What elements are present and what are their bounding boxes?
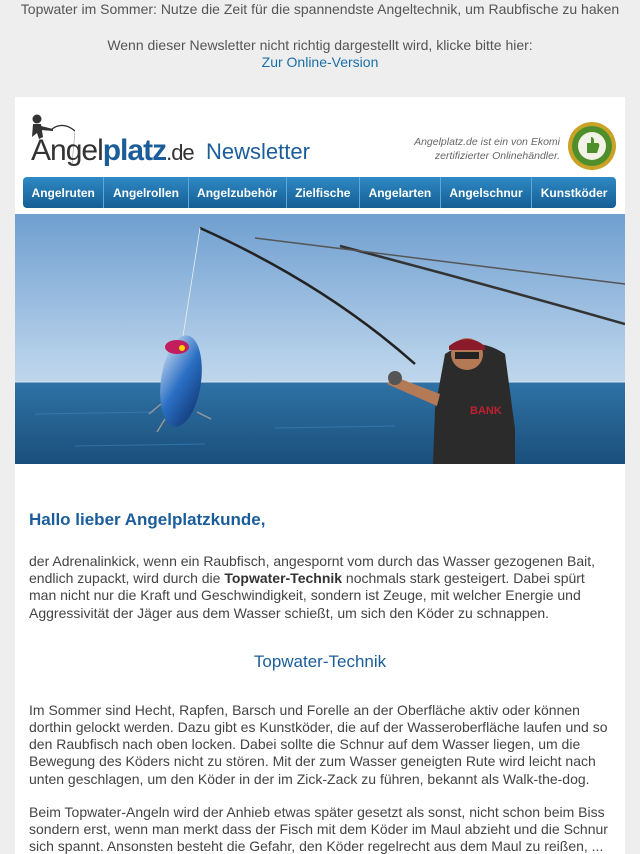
strike-paragraph: Beim Topwater-Angeln wird der Anhieb etwas später gesetzt als sonst, nicht schon beim Biss sondern erst, wenn man merkt dass der Fisch mit dem Köder im Maul abzieht und die Schnur sich spannt. Ansonsten besteht die Gefahr, den Köder regelrecht aus dem Maul zu reißen, ... [29, 803, 608, 854]
ekomi-line-1: Angelplatz.de ist ein von Ekomi [414, 136, 560, 148]
brand-wordmark [31, 135, 194, 169]
ekomi-line-2: zertifizierter Onlinehändler. [434, 150, 560, 162]
newsletter-header [15, 97, 625, 214]
nav-item-angelrollen[interactable]: Angelrollen [104, 177, 188, 208]
intro-text-end: nochmals stark gesteigert. Dabei spürt man nicht nur die Kraft und Geschwindigkeit, sondern ist Zeuge, mit welcher Energie und Aggressivität der Jäger aus dem Wasser schießt, um sich den Köder zu schnappen. [29, 570, 585, 621]
nav-item-angelzubehoer[interactable]: Angelzubehör [189, 177, 287, 208]
brand-part-platz: platz [102, 134, 167, 167]
technique-paragraph: Im Sommer sind Hecht, Rapfen, Barsch und Forelle an der Oberfläche aktiv oder können dorthin gelockt werden. Dazu gibt es Kunstköder, die auf der Wasseroberfläche laufen und so den Raubfisch nach oben locken. Dabei sollte die Schnur auf dem Wasser liegen, um die Bewegung des Köders nicht zu stören. Mit der zum Wasser geneigten Rute wird leicht nach unten geschlagen, um den Köder in der im Zick-Zack zu führen, bekannt als Walk-the-dog. [29, 701, 608, 787]
brand-part-angel: Angel [31, 134, 103, 167]
webversion-notice [0, 37, 640, 71]
preheader-text: Topwater im Sommer: Nutze die Zeit für die spannendste Angeltechnik, um Raubfische zu haken [20, 1, 620, 17]
ekomi-seal-icon[interactable] [567, 121, 617, 171]
newsletter-card [15, 97, 625, 854]
nav-item-kunstkoeder[interactable]: Kunstköder [540, 185, 608, 200]
brand-part-de: .de [166, 140, 194, 165]
section-heading-topwater: Topwater-Technik [253, 651, 387, 671]
angelplatz-logo[interactable] [23, 113, 328, 169]
online-version-link[interactable]: Zur Online-Version [261, 54, 379, 70]
article-content [29, 464, 611, 854]
ekomi-certification-text [414, 135, 560, 163]
intro-paragraph [29, 553, 611, 622]
intro-text-start: der Adrenalinkick, wenn ein Raubfisch, angespornt vom durch das Wasser gezogenen Bait, endlich zupackt, wird durch die [29, 553, 596, 587]
intro-bold-term: Topwater-Technik [224, 570, 343, 587]
svg-text:BANK: BANK [470, 405, 502, 417]
nav-item-angelarten[interactable]: Angelarten [360, 177, 441, 208]
category-nav-bar [23, 177, 616, 208]
nav-item-angelruten[interactable]: Angelruten [23, 177, 104, 208]
webversion-text: Wenn dieser Newsletter nicht richtig dargestellt wird, klicke bitte hier: [107, 37, 533, 53]
hero-image-topwater-fishing[interactable] [15, 214, 625, 464]
newsletter-label: Newsletter [206, 139, 310, 164]
nav-item-zielfische[interactable]: Zielfische [287, 177, 360, 208]
nav-item-angelschnur[interactable]: Angelschnur [441, 177, 532, 208]
greeting-heading: Hallo lieber Angelplatzkunde, [29, 510, 266, 529]
